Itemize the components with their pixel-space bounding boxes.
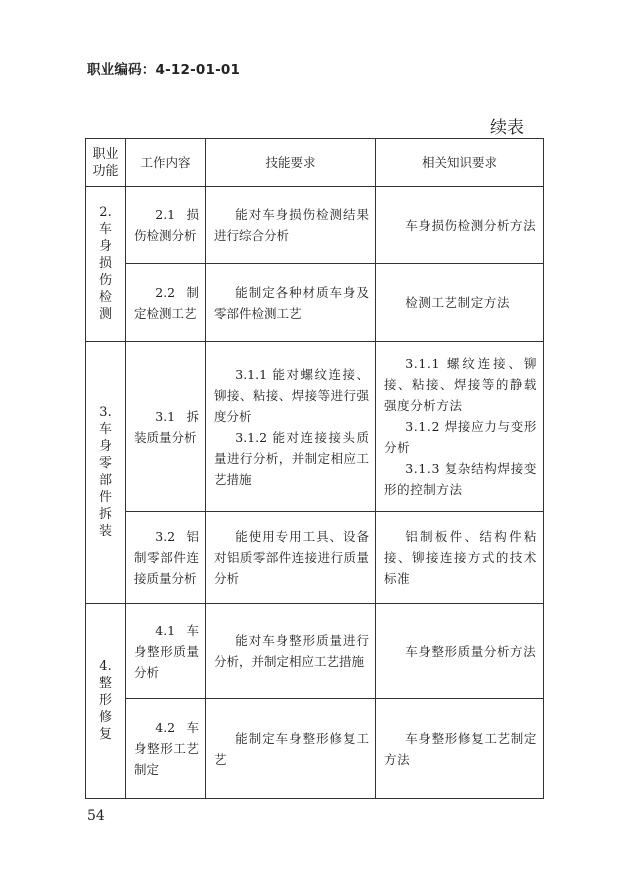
skills-cell: 能制定车身整形修复工艺 — [206, 699, 376, 799]
content-cell: 3.2 铝制零部件连接质量分析 — [126, 512, 206, 604]
table-header-row — [86, 139, 544, 187]
knowledge-cell: 车身整形质量分析方法 — [376, 604, 544, 699]
table-row — [86, 342, 544, 512]
knowledge-cell: 车身整形修复工艺制定方法 — [376, 699, 544, 799]
function-cell-4: 4.整形修复 — [86, 604, 126, 799]
header-knowledge: 相关知识要求 — [376, 139, 544, 187]
table-row — [86, 699, 544, 799]
knowledge-cell: 3.1.1 螺纹连接、铆接、粘接、焊接等的静载强度分析方法 3.1.2 焊接应力与变形分析 3.1.3 复杂结构焊接变形的控制方法 — [376, 342, 544, 512]
table-row — [86, 264, 544, 342]
skills-cell: 能对车身整形质量进行分析，并制定相应工艺措施 — [206, 604, 376, 699]
table-row — [86, 187, 544, 264]
table-row — [86, 512, 544, 604]
header-function: 职业功能 — [86, 139, 126, 187]
knowledge-cell: 车身损伤检测分析方法 — [376, 187, 544, 264]
continued-label: 续表 — [490, 118, 524, 138]
header-skills: 技能要求 — [206, 139, 376, 187]
header-content: 工作内容 — [126, 139, 206, 187]
content-cell: 2.1 损伤检测分析 — [126, 187, 206, 264]
skills-cell: 3.1.1 能对螺纹连接、铆接、粘接、焊接等进行强度分析 3.1.2 能对连接接头质量进行分析，并制定相应工艺措施 — [206, 342, 376, 512]
occupation-code: 职业编码：4-12-01-01 — [87, 62, 241, 78]
content-cell: 4.1 车身整形质量分析 — [126, 604, 206, 699]
content-cell: 4.2 车身整形工艺制定 — [126, 699, 206, 799]
content-cell: 3.1 拆装质量分析 — [126, 342, 206, 512]
skill-requirements-table — [85, 138, 544, 799]
skills-cell: 能对车身损伤检测结果进行综合分析 — [206, 187, 376, 264]
knowledge-cell: 铝制板件、结构件粘接、铆接连接方式的技术标准 — [376, 512, 544, 604]
content-cell: 2.2 制定检测工艺 — [126, 264, 206, 342]
page-number: 54 — [87, 808, 105, 824]
skills-cell: 能使用专用工具、设备对铝质零部件连接进行质量分析 — [206, 512, 376, 604]
table-row — [86, 604, 544, 699]
knowledge-cell: 检测工艺制定方法 — [376, 264, 544, 342]
function-cell-3: 3.车身零部件拆装 — [86, 342, 126, 604]
function-cell-2: 2.车身损伤检测 — [86, 187, 126, 342]
skills-cell: 能制定各种材质车身及零部件检测工艺 — [206, 264, 376, 342]
